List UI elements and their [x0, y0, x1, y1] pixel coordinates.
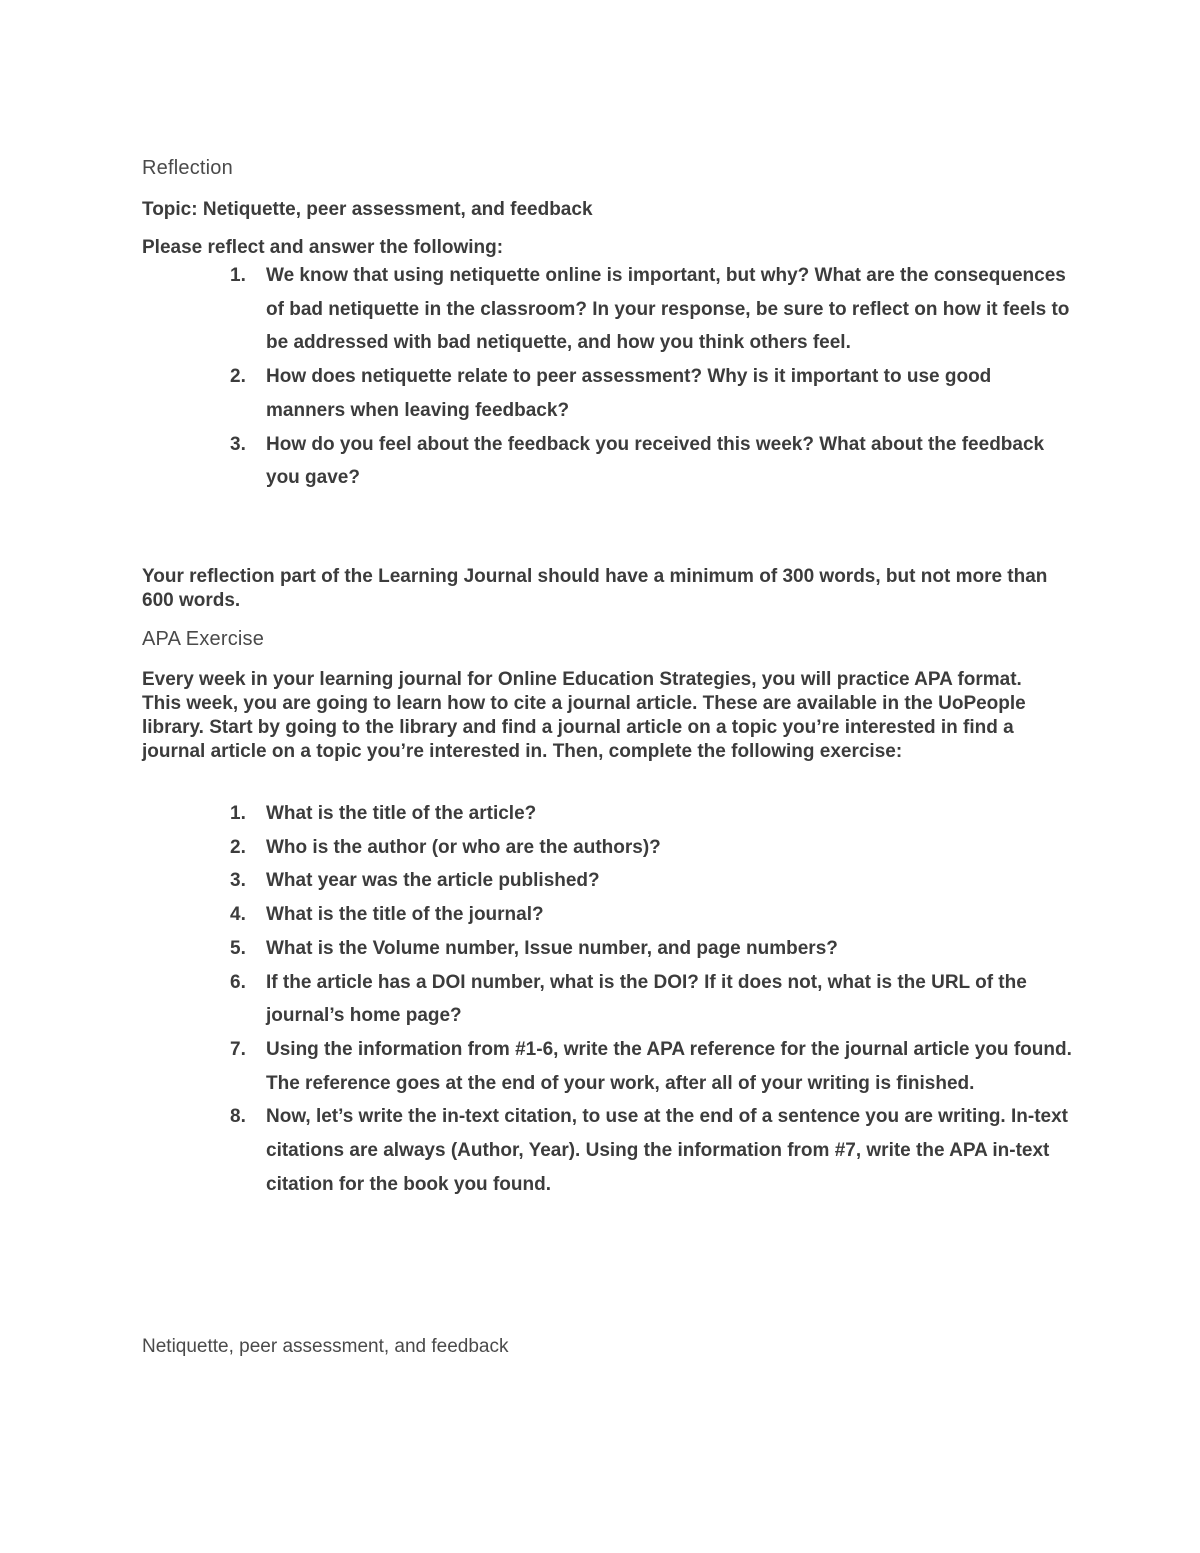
list-item-number: 1.: [230, 265, 246, 286]
list-item-number: 6.: [230, 971, 246, 993]
list-item: [142, 864, 1072, 898]
apa-question-list: [142, 797, 1072, 1201]
list-item-number: 2.: [230, 366, 246, 388]
apa-intro: Every week in your learning journal for Online Education Strategies, you will practice APA format. This week, you are going to learn how to cite a journal article. These are available in the UoPeople library. Start by going to the library and find a journal article on a topic you’re interested in find a journal article on a topic you’re interested in. Then, complete the following exercise:: [142, 669, 1026, 762]
page-footer: Netiquette, peer assessment, and feedback: [142, 1336, 509, 1357]
apa-heading: APA Exercise: [142, 628, 265, 650]
list-item: [142, 259, 1072, 360]
list-item-text: What is the title of the article?: [266, 803, 537, 824]
list-item: [142, 1100, 1072, 1201]
list-item-text: Who is the author (or who are the authors)?: [266, 836, 661, 858]
list-item: [142, 966, 1072, 1033]
list-item-number: 1.: [230, 803, 246, 824]
list-item: [142, 360, 1072, 427]
list-item-number: 7.: [230, 1038, 246, 1060]
reflection-heading: Reflection: [142, 157, 233, 179]
list-item-text: Using the information from #1-6, write the APA reference for the journal article you found. The reference goes at the end of your work, after all of your writing is finished.: [266, 1038, 1072, 1094]
list-item-text: How does netiquette relate to peer assessment? Why is it important to use good manners when leaving feedback?: [266, 366, 992, 421]
topic-line: Topic: Netiquette, peer assessment, and feedback: [142, 199, 593, 220]
list-item: [142, 1033, 1072, 1100]
list-item: [142, 831, 1072, 865]
list-item-number: 4.: [230, 904, 246, 926]
list-item: [142, 428, 1072, 495]
reflection-prompt: Please reflect and answer the following:: [142, 237, 504, 258]
list-item-text: What is the Volume number, Issue number, and page numbers?: [266, 937, 838, 959]
list-item-text: If the article has a DOI number, what is the DOI? If it does not, what is the URL of the journal’s home page?: [266, 971, 1027, 1027]
word-limit-note: Your reflection part of the Learning Journal should have a minimum of 300 words, but not more than 600 words.: [142, 566, 1048, 611]
list-item: [142, 932, 1072, 966]
list-item-number: 3.: [230, 870, 246, 892]
list-item: [142, 797, 1072, 831]
list-item-number: 8.: [230, 1106, 246, 1128]
list-item-text: Now, let’s write the in-text citation, to use at the end of a sentence you are writing. In-text citations are always (Author, Year). Using the information from #7, write the APA in-text citation for the book you found.: [266, 1106, 1068, 1195]
list-item-number: 2.: [230, 836, 246, 858]
reflection-question-list: [142, 259, 1072, 495]
list-item-text: What is the title of the journal?: [266, 904, 544, 926]
list-item: [142, 898, 1072, 932]
list-item-text: What year was the article published?: [266, 870, 600, 892]
list-item-number: 3.: [230, 433, 246, 455]
list-item-number: 5.: [230, 937, 246, 959]
list-item-text: We know that using netiquette online is important, but why? What are the consequences of bad netiquette in the classroom? In your response, be sure to reflect on how it feels to be addressed with bad netiquette, and how you think others feel.: [266, 265, 1070, 354]
list-item-text: How do you feel about the feedback you received this week? What about the feedback you gave?: [266, 433, 1045, 489]
